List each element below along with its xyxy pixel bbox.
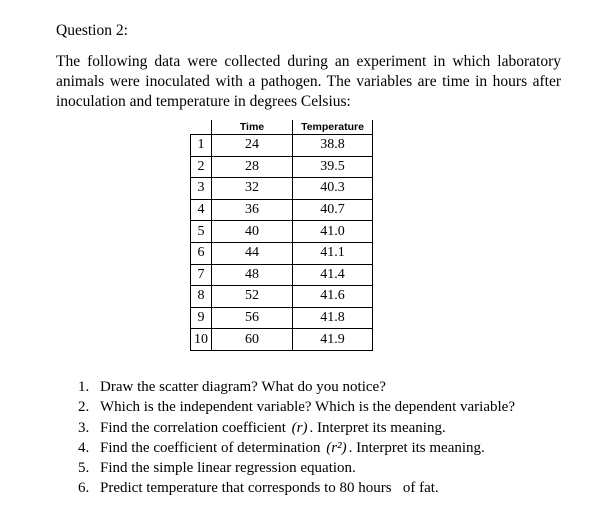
table-row — [191, 156, 373, 178]
table-row — [191, 221, 373, 243]
question-heading: Question 2: — [56, 22, 128, 39]
question-item — [78, 397, 515, 417]
question-number: 4. — [78, 439, 90, 456]
temperature-cell: 38.8 — [293, 135, 373, 157]
question-text: Find the simple linear regression equation. — [100, 460, 356, 477]
header-temperature: Temperature — [293, 120, 373, 135]
temperature-cell: 41.0 — [293, 221, 373, 243]
question-number: 2. — [78, 399, 90, 416]
row-index: 5 — [191, 221, 212, 243]
table-header-row — [191, 120, 373, 135]
question-item — [78, 418, 515, 438]
header-time: Time — [212, 120, 293, 135]
question-text-tail: . Interpret its meaning. — [309, 419, 446, 436]
table-row — [191, 286, 373, 308]
temperature-cell: 40.3 — [293, 178, 373, 200]
row-index: 6 — [191, 242, 212, 264]
row-index: 9 — [191, 307, 212, 329]
time-cell: 56 — [212, 307, 293, 329]
question-number: 6. — [78, 480, 90, 497]
time-cell: 52 — [212, 286, 293, 308]
temperature-cell: 40.7 — [293, 199, 373, 221]
temperature-cell: 41.4 — [293, 264, 373, 286]
row-index: 7 — [191, 264, 212, 286]
data-table — [190, 120, 373, 351]
table-row — [191, 329, 373, 351]
time-cell: 36 — [212, 199, 293, 221]
question-text: Which is the independent variable? Which is the dependent variable? — [100, 399, 515, 416]
question-text: Predict temperature that corresponds to 80 hours of fat. — [100, 480, 439, 497]
table-row — [191, 178, 373, 200]
question-item — [78, 478, 515, 498]
math-expression: (r) — [291, 419, 308, 436]
table-row — [191, 135, 373, 157]
question-text-tail: . Interpret its meaning. — [348, 439, 485, 456]
temperature-cell: 39.5 — [293, 156, 373, 178]
row-index: 8 — [191, 286, 212, 308]
temperature-cell: 41.9 — [293, 329, 373, 351]
time-cell: 32 — [212, 178, 293, 200]
temperature-cell: 41.1 — [293, 242, 373, 264]
question-text: Draw the scatter diagram? What do you notice? — [100, 379, 386, 395]
temperature-cell: 41.6 — [293, 286, 373, 308]
table-row — [191, 242, 373, 264]
question-list — [78, 377, 515, 499]
question-text: Find the correlation coefficient — [100, 419, 290, 436]
question-item — [78, 377, 515, 397]
question-number: 1. — [78, 379, 90, 395]
table-row — [191, 199, 373, 221]
row-index: 10 — [191, 329, 212, 351]
time-cell: 24 — [212, 135, 293, 157]
time-cell: 40 — [212, 221, 293, 243]
table-row — [191, 307, 373, 329]
question-text: Find the coefficient of determination — [100, 439, 325, 456]
time-cell: 28 — [212, 156, 293, 178]
header-index — [191, 120, 212, 135]
row-index: 3 — [191, 178, 212, 200]
question-number: 3. — [78, 419, 90, 436]
time-cell: 48 — [212, 264, 293, 286]
question-number: 5. — [78, 460, 90, 477]
row-index: 1 — [191, 135, 212, 157]
row-index: 4 — [191, 199, 212, 221]
row-index: 2 — [191, 156, 212, 178]
table-row — [191, 264, 373, 286]
question-item — [78, 438, 515, 458]
question-item — [78, 458, 515, 478]
math-expression: (r²) — [326, 439, 347, 456]
temperature-cell: 41.8 — [293, 307, 373, 329]
intro-paragraph: The following data were collected during an experiment in which laboratory animals were inoculated with a pathogen. The variables are time in hours after inoculation and temperature in degrees Celsius: — [56, 53, 561, 110]
time-cell: 60 — [212, 329, 293, 351]
time-cell: 44 — [212, 242, 293, 264]
